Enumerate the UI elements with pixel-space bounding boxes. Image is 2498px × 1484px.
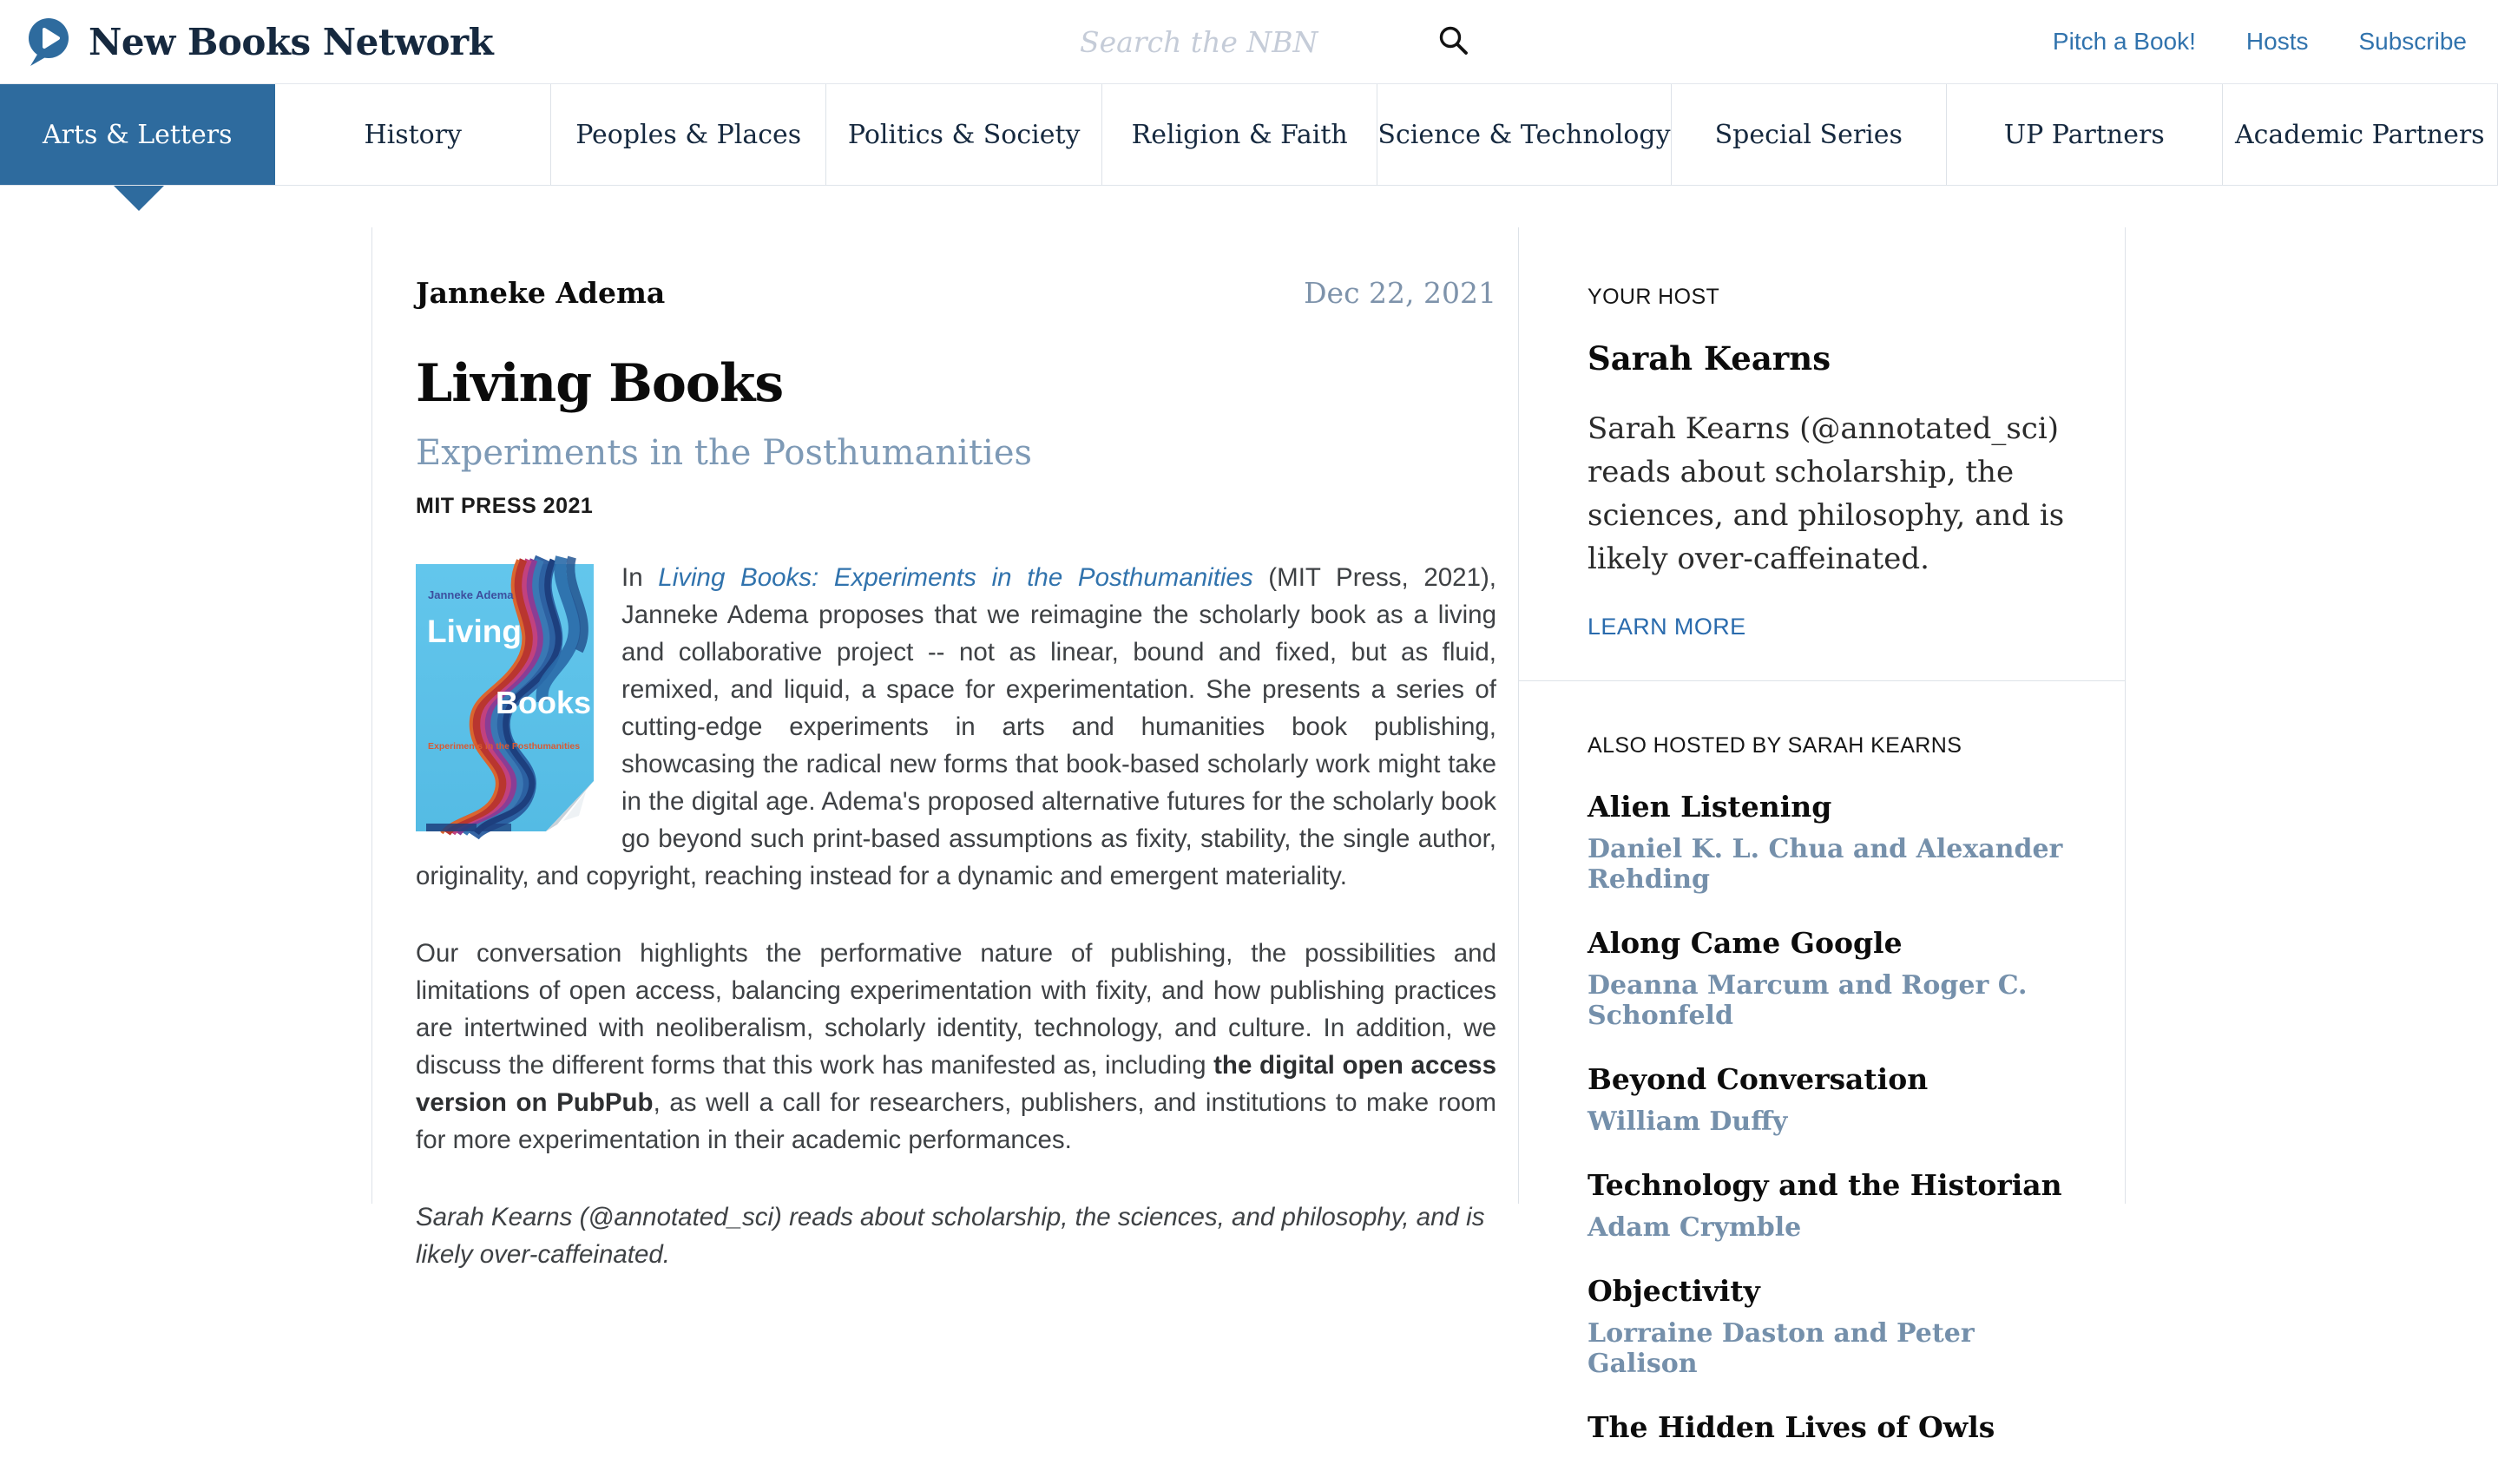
- nav-tab-religion-and-faith[interactable]: Religion & Faith: [1102, 84, 1377, 185]
- nav-tab-special-series[interactable]: Special Series: [1672, 84, 1947, 185]
- also-hosted-label: ALSO HOSTED BY SARAH KEARNS: [1588, 733, 2074, 758]
- svg-text:Experiments in the Posthumanit: Experiments in the Posthumanities: [428, 741, 580, 752]
- episode-title-link[interactable]: Along Came Google: [1588, 926, 2074, 960]
- magnifier-icon: [1437, 24, 1470, 60]
- nav-tab-history[interactable]: History: [275, 84, 550, 185]
- list-item: [1588, 1410, 2074, 1444]
- episode-title-link[interactable]: Objectivity: [1588, 1274, 2074, 1308]
- also-hosted-section: [1519, 681, 2126, 1484]
- nav-tab-up-partners[interactable]: UP Partners: [1947, 84, 2222, 185]
- episode-title-link[interactable]: Alien Listening: [1588, 790, 2074, 824]
- episode-article: [372, 227, 1518, 1204]
- pubpub-link[interactable]: PubPub: [556, 1088, 653, 1117]
- site-header: [0, 0, 2498, 84]
- header-links: [2053, 28, 2498, 56]
- active-tab-pointer: [114, 186, 164, 211]
- publish-date: Dec 22, 2021: [1304, 276, 1496, 310]
- list-item: [1588, 1168, 2074, 1243]
- paragraph-2: Our conversation highlights the performative nature of publishing, the possibilities and limitations of open access, balancing experimentation with fixity, and how publishing practices are intertwined with neoliberalism, scholarly identity, technology, and culture. In addition, we discuss the different forms that this work has manifested as, including the digital open access version on PubPub, as well a call for researchers, publishers, and institutions to make room for more experimentation in their academic performances.: [416, 935, 1496, 1159]
- search-button[interactable]: [1437, 24, 1470, 60]
- episode-title-link[interactable]: Technology and the Historian: [1588, 1168, 2074, 1202]
- episode-title-link[interactable]: Beyond Conversation: [1588, 1062, 2074, 1096]
- episode-authors-link[interactable]: Lorraine Daston and Peter Galison: [1588, 1318, 2074, 1379]
- book-author: Janneke Adema: [416, 276, 665, 310]
- your-host-label: YOUR HOST: [1588, 285, 2074, 310]
- episode-authors-link[interactable]: Adam Crymble: [1588, 1212, 2074, 1243]
- paragraph-1: In Living Books: Experiments in the Posthumanities (MIT Press, 2021), Janneke Adema proposes that we reimagine the scholarly book as a living and collaborative project -- not as linear, bound and fixed, but as fluid, remixed, and liquid, a space for experimentation. She presents a series of cutting-edge experiments in arts and humanities book publishing, showcasing the radical new forms that book-based scholarly work might take in the digital age. Adema's proposed alternative futures for the scholarly book go beyond such print-based assumptions as fixity, stability, the single author, originality, and copyright, reaching instead for a dynamic and emergent materiality.: [416, 559, 1496, 895]
- subscribe-link[interactable]: Subscribe: [2358, 28, 2467, 56]
- svg-text:Books: Books: [496, 685, 591, 720]
- svg-text:Living: Living: [427, 614, 522, 649]
- paragraph-3-host-bio: Sarah Kearns (@annotated_sci) reads about scholarship, the sciences, and philosophy, and is likely over-caffeinated.: [416, 1198, 1496, 1273]
- episode-authors-link[interactable]: Daniel K. L. Chua and Alexander Rehding: [1588, 834, 2074, 895]
- speech-bubble-play-icon: [26, 16, 71, 67]
- nav-tab-arts-and-letters[interactable]: Arts & Letters: [0, 84, 275, 185]
- article-body: [416, 559, 1496, 1273]
- search-input[interactable]: [1078, 24, 1425, 60]
- host-name: Sarah Kearns: [1588, 339, 2074, 378]
- pitch-a-book-link[interactable]: Pitch a Book!: [2053, 28, 2196, 56]
- site-logo[interactable]: [0, 16, 493, 67]
- nav-tab-peoples-and-places[interactable]: Peoples & Places: [551, 84, 826, 185]
- hosts-link[interactable]: Hosts: [2246, 28, 2309, 56]
- search-bar: [1078, 0, 1470, 84]
- episode-title-link[interactable]: The Hidden Lives of Owls: [1588, 1410, 2074, 1444]
- article-meta-row: [416, 276, 1496, 310]
- list-item: [1588, 926, 2074, 1031]
- nav-tab-academic-partners[interactable]: Academic Partners: [2223, 84, 2498, 185]
- book-cover-image[interactable]: [416, 564, 594, 831]
- site-title: New Books Network: [89, 21, 493, 63]
- episode-authors-link[interactable]: Deanna Marcum and Roger C. Schonfeld: [1588, 970, 2074, 1031]
- list-item: [1588, 1274, 2074, 1379]
- sidebar: [1518, 227, 2126, 1204]
- list-item: [1588, 790, 2074, 895]
- episode-authors-link[interactable]: William Duffy: [1588, 1106, 2074, 1137]
- content-card: [371, 227, 2126, 1204]
- page-title: Living Books: [416, 353, 1496, 414]
- learn-more-link[interactable]: LEARN MORE: [1588, 614, 1746, 640]
- your-host-section: [1519, 227, 2126, 681]
- list-item: [1588, 1062, 2074, 1137]
- category-nav: [0, 84, 2498, 186]
- svg-text:Janneke Adema: Janneke Adema: [428, 588, 514, 601]
- publisher-line: MIT PRESS 2021: [416, 494, 1496, 519]
- host-bio: Sarah Kearns (@annotated_sci) reads about scholarship, the sciences, and philosophy, and is likely over-caffeinated.: [1588, 407, 2074, 581]
- nav-tab-science-and-technology[interactable]: Science & Technology: [1377, 84, 1671, 185]
- book-subtitle: Experiments in the Posthumanities: [416, 433, 1496, 473]
- book-title-link[interactable]: Living Books: Experiments in the Posthumanities: [658, 563, 1252, 592]
- nav-tab-politics-and-society[interactable]: Politics & Society: [826, 84, 1101, 185]
